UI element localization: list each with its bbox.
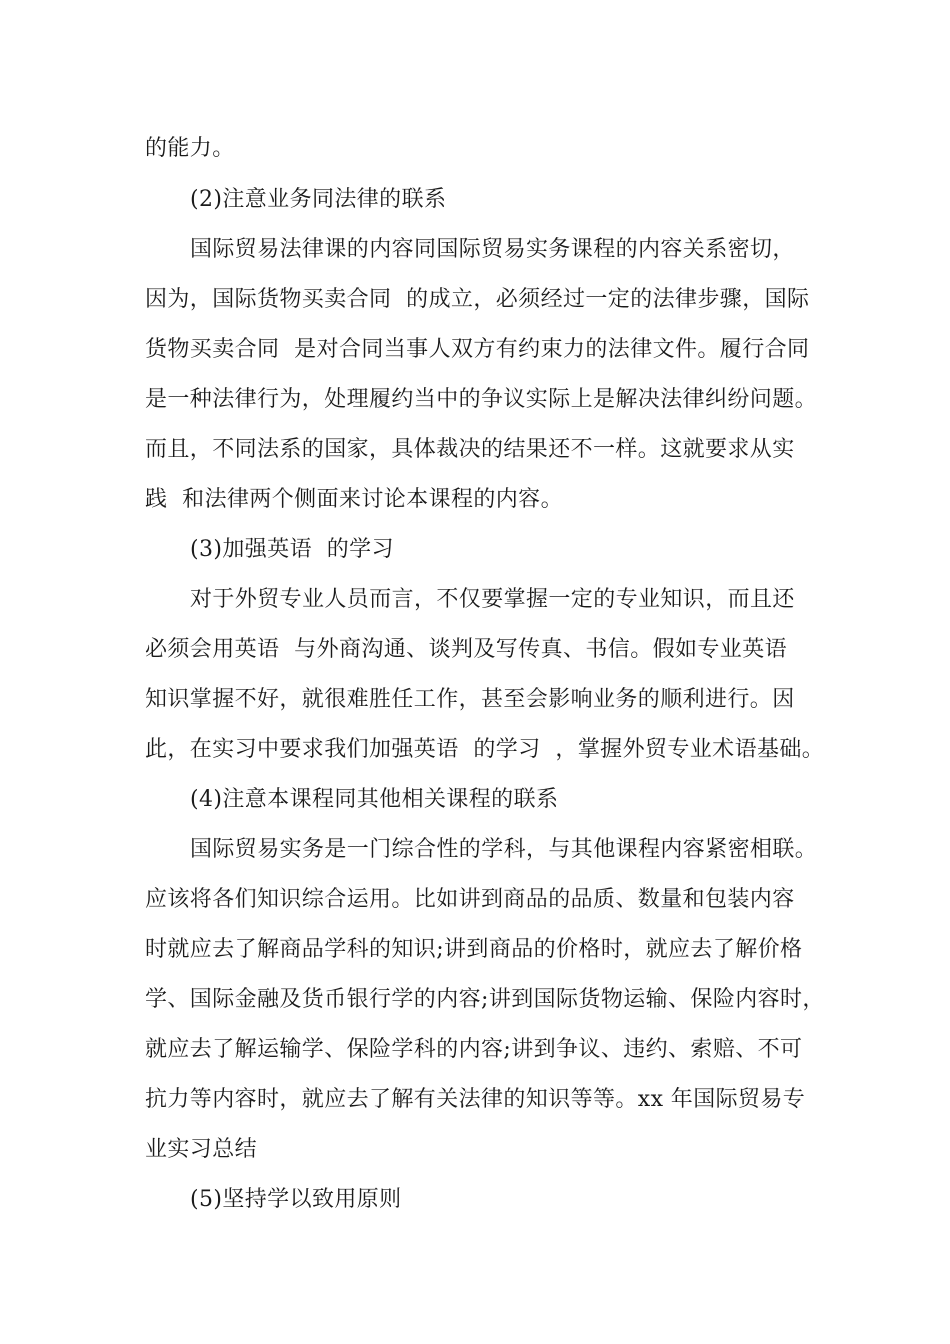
text-line: 学、国际金融及货币银行学的内容;讲到国际货物运输、保险内容时， — [145, 987, 825, 1012]
text-line: 对于外贸专业人员而言，不仅要掌握一定的专业知识，而且还 — [190, 587, 795, 612]
text-line: 时就应去了解商品学科的知识;讲到商品的价格时，就应去了解价格 — [145, 937, 803, 962]
section-heading: (3)加强英语 的学习 — [190, 537, 394, 562]
text-line: 的能力。 — [145, 136, 235, 161]
text-line: 国际贸易法律课的内容同国际贸易实务课程的内容关系密切， — [190, 237, 795, 262]
text-line: 践 和法律两个侧面来讨论本课程的内容。 — [145, 487, 563, 512]
text-line: 应该将各们知识综合运用。比如讲到商品的品质、数量和包装内容 — [145, 887, 795, 912]
text-line: 国际贸易实务是一门综合性的学科，与其他课程内容紧密相联。 — [190, 837, 818, 862]
text-line: 而且，不同法系的国家，具体裁决的结果还不一样。这就要求从实 — [145, 437, 795, 462]
text-line: 因为，国际货物买卖合同 的成立，必须经过一定的法律步骤，国际 — [145, 287, 810, 312]
text-line: 此，在实习中要求我们加强英语 的学习 ，掌握外贸专业术语基础。 — [145, 737, 825, 762]
section-heading: (4)注意本课程同其他相关课程的联系 — [190, 787, 559, 812]
text-line: 必须会用英语 与外商沟通、谈判及写传真、书信。假如专业英语 — [145, 637, 787, 662]
text-line: 知识掌握不好，就很难胜任工作，甚至会影响业务的顺利进行。因 — [145, 687, 795, 712]
text-line: 就应去了解运输学、保险学科的内容;讲到争议、违约、索赔、不可 — [145, 1037, 803, 1062]
text-line: 是一种法律行为，处理履约当中的争议实际上是解决法律纠纷问题。 — [145, 387, 818, 412]
section-heading: (5)坚持学以致用原则 — [190, 1187, 402, 1212]
section-heading: (2)注意业务同法律的联系 — [190, 187, 447, 212]
text-line: 业实习总结 — [145, 1137, 258, 1162]
text-line: 抗力等内容时，就应去了解有关法律的知识等等。xx 年国际贸易专 — [145, 1087, 806, 1112]
text-line: 货物买卖合同 是对合同当事人双方有约束力的法律文件。履行合同 — [145, 337, 810, 362]
